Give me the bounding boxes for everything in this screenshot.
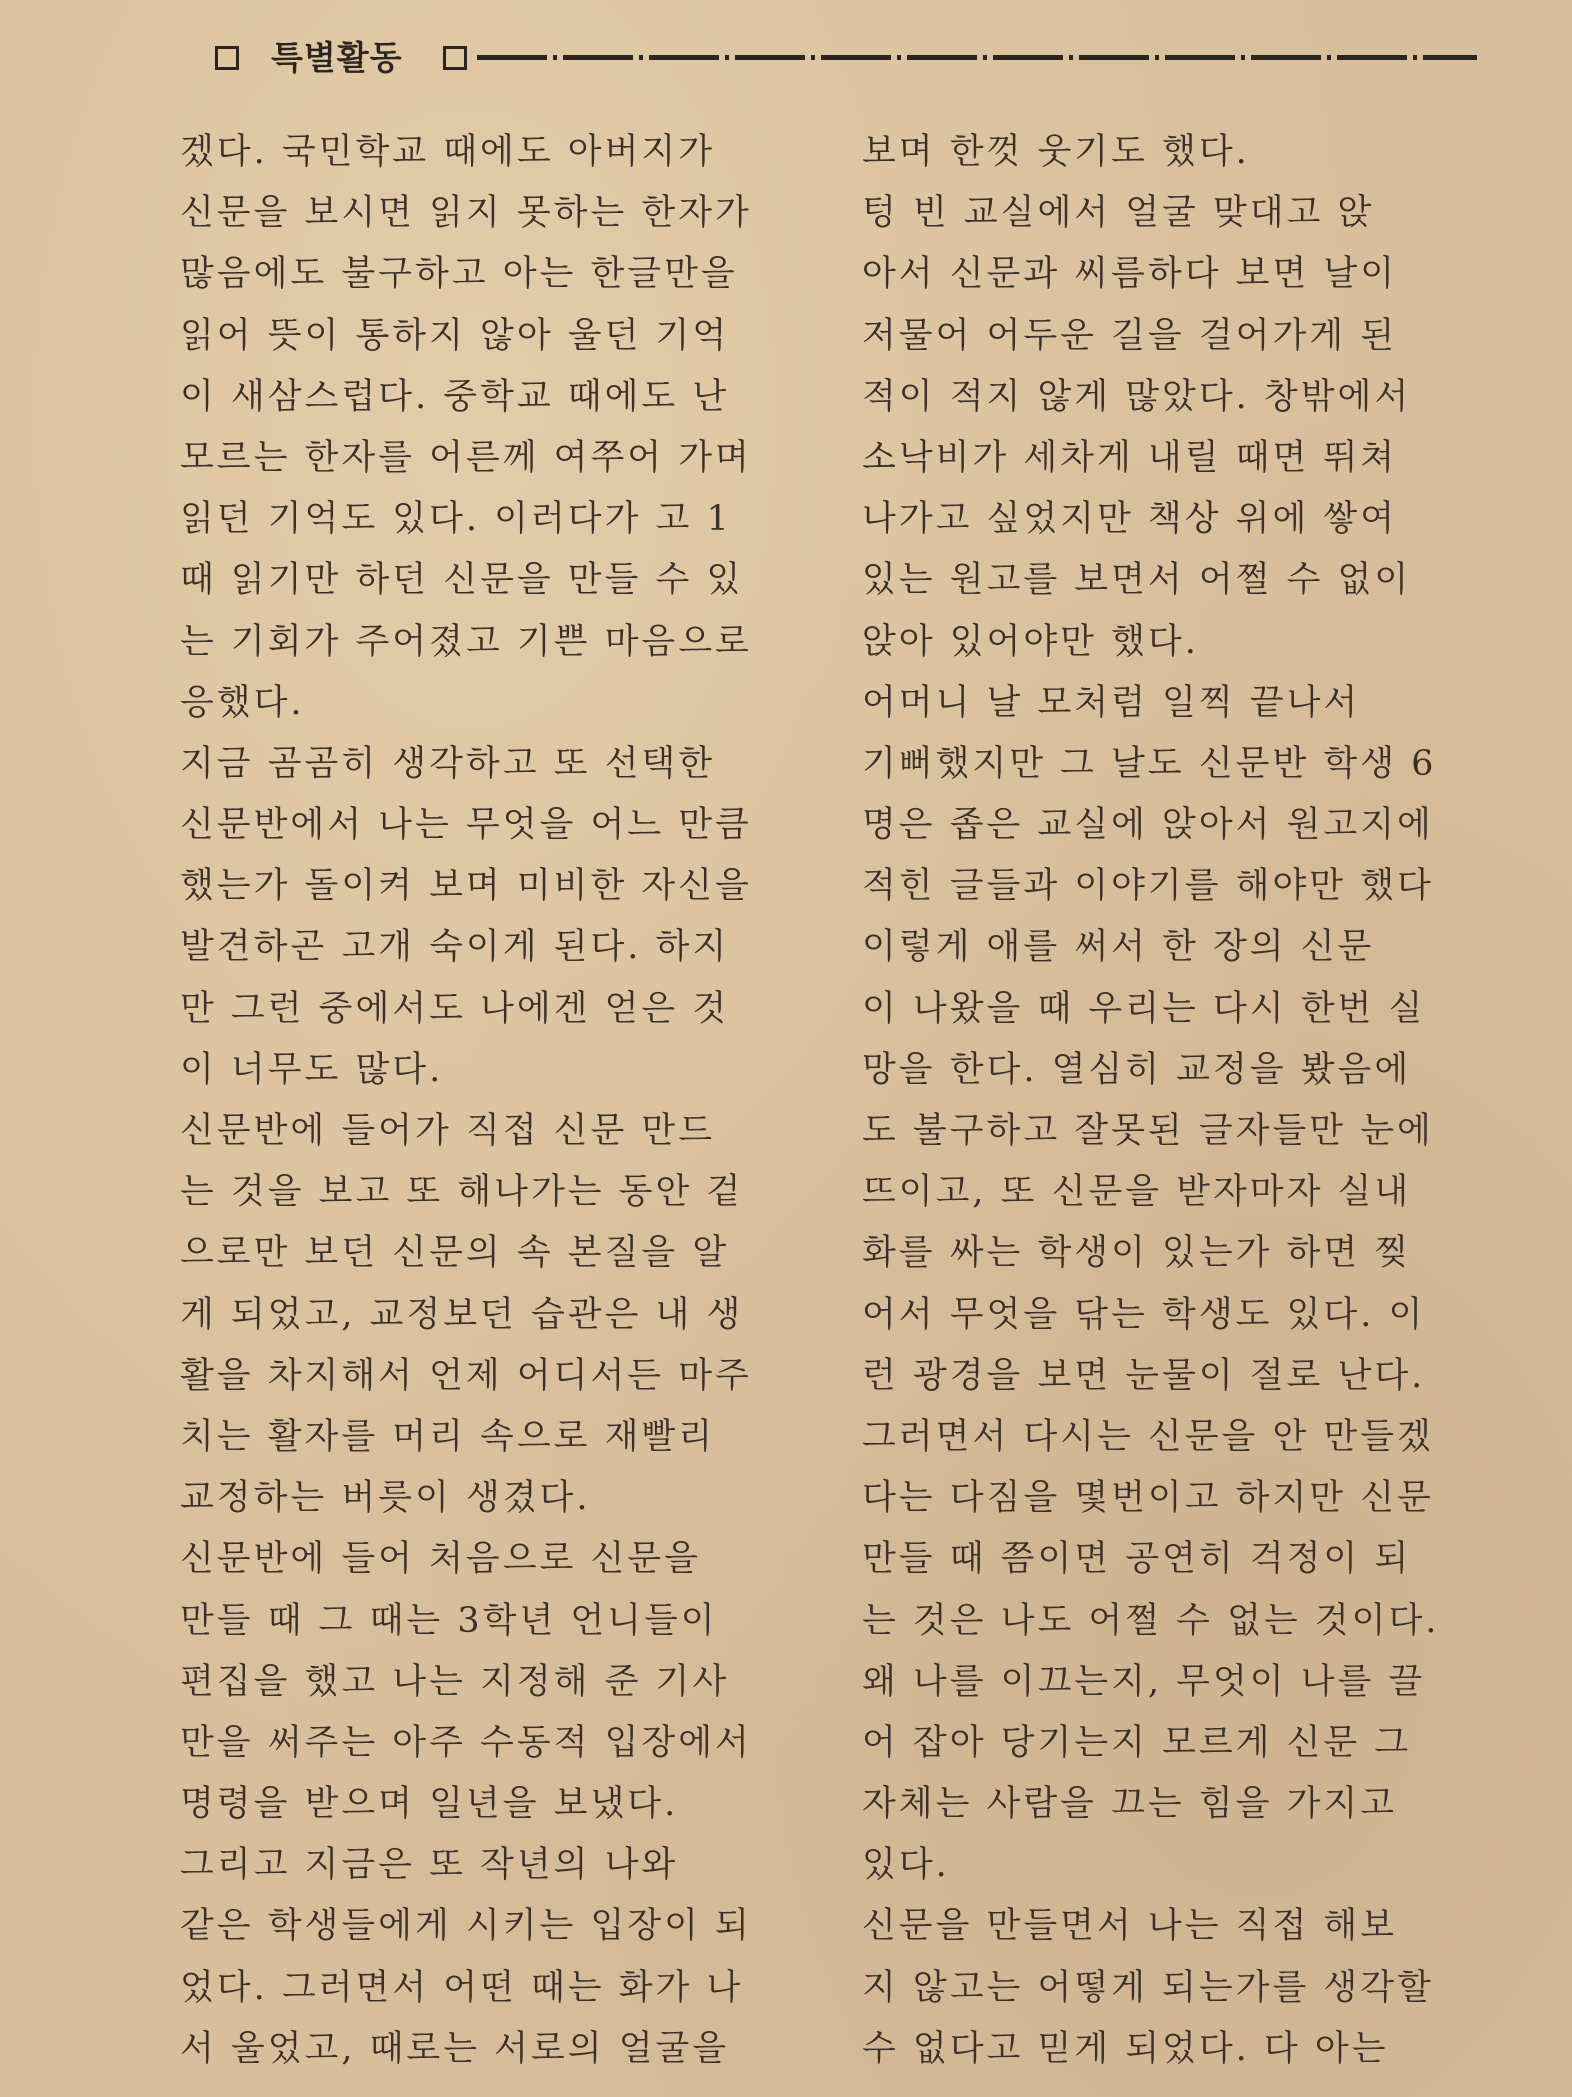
section-title: 특별활동	[271, 38, 403, 77]
text-line: 다는 다짐을 몇번이고 하지만 신문	[862, 1478, 1434, 1519]
text-line: 만 그런 중에서도 나에겐 얻은 것	[180, 988, 730, 1029]
text-line: 응했다.	[180, 682, 305, 723]
text-line: 만들 때 그 때는 3학년 언니들이	[180, 1600, 718, 1641]
text-column-left	[180, 122, 800, 2080]
text-line: 신문반에서 나는 무엇을 어느 만큼	[180, 805, 752, 846]
text-column-right	[862, 122, 1487, 2080]
text-line: 만들 때 쯤이면 공연히 걱정이 되	[862, 1539, 1412, 1580]
text-line: 신문을 보시면 읽지 못하는 한자가	[180, 193, 752, 234]
text-line: 신문반에 들어가 직접 신문 만드	[180, 1111, 716, 1151]
text-line: 지금 곰곰히 생각하고 또 선택한	[180, 743, 716, 784]
text-line: 적힌 글들과 이야기를 해야만 했다	[862, 866, 1434, 907]
text-line: 지 않고는 어떻게 되는가를 생각할	[862, 1967, 1434, 2008]
checkbox-square-icon	[215, 46, 239, 70]
text-line: 나가고 싶었지만 책상 위에 쌓여	[862, 499, 1398, 540]
text-line: 는 기회가 주어졌고 기쁜 마음으로	[180, 621, 752, 662]
text-line: 런 광경을 보면 눈물이 절로 난다.	[862, 1355, 1426, 1396]
text-line: 있는 원고를 보면서 어쩔 수 없이	[862, 560, 1412, 601]
text-line: 발견하곤 고개 숙이게 된다. 하지	[180, 927, 730, 968]
text-line: 망을 한다. 열심히 교정을 봤음에	[862, 1049, 1412, 1090]
text-line: 는 것을 보고 또 해나가는 동안 겉	[180, 1172, 744, 1213]
text-line: 읽어 뜻이 통하지 않아 울던 기억	[180, 315, 730, 356]
text-line: 보며 한껏 웃기도 했다.	[862, 132, 1250, 172]
text-line: 편집을 했고 나는 지정해 준 기사	[180, 1661, 730, 1702]
text-line: 앉아 있어야만 했다.	[862, 621, 1199, 662]
text-line: 이렇게 애를 써서 한 장의 신문	[862, 927, 1375, 968]
text-line: 도 불구하고 잘못된 글자들만 눈에	[862, 1111, 1434, 1151]
text-line: 게 되었고, 교정보던 습관은 내 생	[180, 1294, 744, 1335]
text-line: 교정하는 버릇이 생겼다.	[180, 1478, 591, 1519]
text-line: 기뻐했지만 그 날도 신문반 학생 6	[862, 743, 1437, 784]
text-line: 었다. 그러면서 어떤 때는 화가 나	[180, 1967, 744, 2008]
text-line: 명령을 받으며 일년을 보냈다.	[180, 1784, 679, 1825]
text-line: 는 것은 나도 어쩔 수 없는 것이다.	[862, 1600, 1440, 1641]
text-line: 신문반에 들어 처음으로 신문을	[180, 1539, 701, 1580]
text-line: 이 새삼스럽다. 중학교 때에도 난	[180, 376, 730, 417]
checkbox-square-icon	[443, 46, 467, 70]
text-line: 읽던 기억도 있다. 이러다가 고 1	[180, 499, 732, 540]
text-line: 수 없다고 믿게 되었다. 다 아는	[862, 2028, 1389, 2069]
text-line: 자체는 사람을 끄는 힘을 가지고	[862, 1784, 1398, 1825]
header-rule-divider	[477, 55, 1477, 60]
text-line: 어 잡아 당기는지 모르게 신문 그	[862, 1722, 1412, 1763]
text-line: 으로만 보던 신문의 속 본질을 알	[180, 1233, 730, 1274]
text-line: 만을 써주는 아주 수동적 입장에서	[180, 1722, 752, 1763]
text-line: 서 울었고, 때로는 서로의 얼굴을	[180, 2028, 730, 2069]
text-line: 같은 학생들에게 시키는 입장이 되	[180, 1906, 752, 1947]
text-line: 그러면서 다시는 신문을 안 만들겠	[862, 1416, 1434, 1457]
text-line: 신문을 만들면서 나는 직접 해보	[862, 1906, 1398, 1947]
text-line: 겠다. 국민학교 때에도 아버지가	[180, 132, 716, 172]
text-line: 화를 싸는 학생이 있는가 하면 찢	[862, 1233, 1412, 1274]
text-line: 많음에도 불구하고 아는 한글만을	[180, 254, 738, 295]
text-line: 뜨이고, 또 신문을 받자마자 실내	[862, 1172, 1412, 1213]
text-line: 이 나왔을 때 우리는 다시 한번 실	[862, 988, 1426, 1029]
text-line: 왜 나를 이끄는지, 무엇이 나를 끌	[862, 1661, 1426, 1702]
text-line: 이 너무도 많다.	[180, 1049, 444, 1090]
text-line: 때 읽기만 하던 신문을 만들 수 있	[180, 560, 744, 601]
text-line: 모르는 한자를 어른께 여쭈어 가며	[180, 437, 752, 478]
text-line: 텅 빈 교실에서 얼굴 맞대고 앉	[862, 193, 1375, 234]
text-line: 저물어 어두운 길을 걸어가게 된	[862, 315, 1398, 356]
text-line: 어서 무엇을 닦는 학생도 있다. 이	[862, 1294, 1426, 1335]
text-line: 그리고 지금은 또 작년의 나와	[180, 1845, 679, 1886]
section-header	[215, 38, 1475, 84]
text-line: 적이 적지 않게 많았다. 창밖에서	[862, 376, 1412, 417]
text-line: 활을 차지해서 언제 어디서든 마주	[180, 1355, 752, 1396]
text-line: 치는 활자를 머리 속으로 재빨리	[180, 1416, 716, 1457]
text-line: 아서 신문과 씨름하다 보면 날이	[862, 254, 1398, 295]
text-line: 있다.	[862, 1845, 950, 1886]
text-line: 어머니 날 모처럼 일찍 끝나서	[862, 682, 1361, 723]
text-line: 소낙비가 세차게 내릴 때면 뛰쳐	[862, 437, 1398, 478]
text-line: 명은 좁은 교실에 앉아서 원고지에	[862, 805, 1434, 846]
text-line: 했는가 돌이켜 보며 미비한 자신을	[180, 866, 752, 907]
